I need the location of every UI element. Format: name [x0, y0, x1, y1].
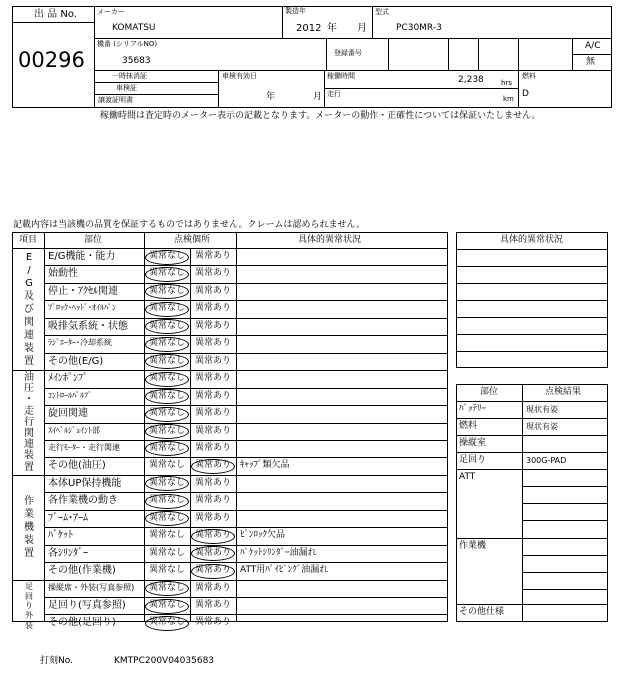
row-part-label: E/G機能・能力	[48, 251, 116, 262]
reg-label: 登録番号	[334, 49, 362, 57]
normal-option[interactable]: 異常なし	[149, 338, 186, 348]
hours-label: 稼働時間	[327, 72, 355, 80]
normal-option[interactable]: 異常なし	[149, 251, 186, 261]
row-part-label: 各ｼﾘﾝﾀﾞｰ	[48, 548, 88, 559]
selected-circle-mark	[145, 441, 189, 456]
group-label-char: G	[25, 278, 33, 289]
result-row-part: 作業機	[459, 541, 487, 551]
km-unit: km	[503, 95, 514, 103]
group-label-char: り	[25, 601, 33, 611]
normal-option[interactable]: 異常なし	[149, 321, 186, 331]
serial-value: 35683	[122, 56, 151, 66]
row-part-label: 旋回関連	[48, 408, 88, 419]
maker-label: メーカー	[97, 8, 125, 16]
col-part: 部位	[84, 235, 103, 245]
group-label-char: 及	[24, 291, 34, 302]
selected-circle-mark	[191, 564, 235, 579]
abnormal-option[interactable]: 異常あり	[195, 426, 232, 436]
row-part-label: 吸排気系統・状態	[48, 321, 128, 332]
group-label	[16, 495, 42, 560]
stamp-value: KMTPC200V04035683	[114, 656, 215, 666]
group-label-char: 走	[24, 405, 34, 417]
selected-circle-mark	[191, 529, 235, 544]
group-label-char: び	[24, 304, 34, 315]
selected-circle-mark	[191, 546, 235, 561]
abnormal-option[interactable]: 異常あり	[195, 530, 232, 540]
abnormal-option[interactable]: 異常あり	[195, 513, 232, 523]
model-value: PC30MR-3	[396, 23, 442, 33]
row-part-label: 本体UP保持機能	[48, 478, 122, 489]
group-label-char: 足	[25, 582, 33, 591]
group-label-char: 業	[24, 509, 34, 520]
result-row-part: 操縦室	[459, 438, 487, 448]
selected-circle-mark	[145, 424, 189, 439]
row-part-label: ﾌﾞﾛｯｸ･ﾍｯﾄﾞ･ｵｲﾙﾊﾟﾝ	[48, 303, 116, 312]
group-label	[16, 372, 42, 473]
selected-circle-mark	[145, 302, 189, 317]
normal-option[interactable]: 異常なし	[149, 268, 186, 278]
abnormal-option[interactable]: 異常あり	[195, 478, 232, 488]
selected-circle-mark	[145, 407, 189, 422]
model-label: 型式	[375, 8, 389, 16]
exhibit-no: 00296	[18, 48, 85, 72]
group-label-char: 置	[24, 356, 34, 367]
year-unit: 年	[327, 23, 337, 34]
abnormal-option[interactable]: 異常あり	[195, 303, 232, 313]
row-part-label: ｽｲﾍﾞﾙｼﾞｮｲﾝﾄ部	[48, 426, 100, 435]
maker-value: KOMATSU	[112, 23, 156, 33]
row-detail: ｷｬｯﾌﾟ類欠品	[240, 460, 290, 470]
group-label-char: 関	[24, 427, 34, 439]
abnormal-option[interactable]: 異常あり	[195, 268, 232, 278]
stamp-label: 打刻No.	[40, 656, 73, 666]
result-row-value: 現状有姿	[526, 422, 558, 431]
group-label-char: 装	[24, 343, 34, 354]
selected-circle-mark	[145, 476, 189, 491]
group-label-char: 置	[24, 461, 34, 473]
selected-circle-mark	[145, 494, 189, 509]
normal-option[interactable]: 異常なし	[149, 617, 186, 627]
row-part-label: ﾊﾞｹｯﾄ	[48, 530, 73, 541]
row-part-label: 足回り(写真参照)	[48, 600, 126, 611]
year-label: 製造年	[285, 7, 306, 15]
col-check: 点検個所	[174, 235, 211, 245]
selected-circle-mark	[145, 267, 189, 282]
group-label-char: 行	[24, 416, 34, 428]
normal-option[interactable]: 異常なし	[149, 565, 186, 575]
abnormal-option[interactable]: 異常あり	[195, 373, 232, 383]
inspect-month: 月	[313, 92, 323, 102]
normal-option[interactable]: 異常なし	[149, 391, 186, 401]
group-label-char: 装	[24, 450, 34, 462]
normal-option[interactable]: 異常なし	[149, 478, 186, 488]
group-label	[16, 582, 42, 630]
year-value: 2012	[296, 23, 322, 34]
month-unit: 月	[357, 23, 367, 34]
group-label-char: 連	[24, 439, 34, 451]
right-detail-header: 具体的異常状況	[500, 235, 564, 245]
selected-circle-mark	[145, 389, 189, 404]
normal-option[interactable]: 異常なし	[149, 408, 186, 418]
abnormal-option[interactable]: 異常あり	[195, 338, 232, 348]
col-detail: 具体的異常状況	[298, 235, 362, 245]
group-label-char: 関	[24, 317, 34, 328]
selected-circle-mark	[145, 511, 189, 526]
inspect-year: 年	[266, 92, 276, 102]
normal-option[interactable]: 異常なし	[149, 303, 186, 313]
normal-option[interactable]: 異常なし	[149, 356, 186, 366]
hours-note: 稼働時間は査定時のメーター表示の記載となります。メーターの動作・正確性については保証いたしません。	[100, 111, 541, 121]
fuel-value: D	[522, 89, 529, 99]
abnormal-option[interactable]: 異常あり	[195, 408, 232, 418]
group-label-char: 回	[25, 591, 33, 601]
fuel-label: 燃料	[522, 72, 536, 80]
abnormal-option[interactable]: 異常あり	[195, 321, 232, 331]
selected-circle-mark	[145, 599, 189, 614]
inspect-label: 車検有効日	[222, 72, 257, 80]
normal-option[interactable]: 異常なし	[149, 600, 186, 610]
selected-circle-mark	[145, 581, 189, 596]
result-row-part: 足回り	[459, 455, 487, 465]
cert-2: 車検証	[116, 84, 137, 92]
abnormal-option[interactable]: 異常あり	[195, 548, 232, 558]
result-row-part: ﾊﾞｯﾃﾘｰ	[459, 404, 487, 414]
row-part-label: 始動性	[48, 268, 78, 279]
normal-option[interactable]: 異常なし	[149, 495, 186, 505]
result-row-value: 300G-PAD	[526, 456, 567, 465]
abnormal-option[interactable]: 異常あり	[195, 391, 232, 401]
row-part-label: 停止・ｱｸｾﾙ関連	[48, 286, 118, 297]
group-label-char: 作	[24, 496, 34, 507]
ac-label: A/C	[585, 41, 601, 51]
abnormal-option[interactable]: 異常あり	[195, 460, 232, 470]
cert-1: 一時抹消証	[112, 72, 147, 80]
row-detail: ATT用ﾊﾟｲﾋﾟﾝｸﾞ油漏れ	[240, 565, 329, 575]
row-part-label: ｺﾝﾄﾛｰﾙﾊﾞﾙﾌﾞ	[48, 391, 92, 400]
result-row-part: 燃料	[459, 421, 478, 431]
normal-option[interactable]: 異常なし	[149, 530, 186, 540]
cert-3: 譲渡証明書	[98, 96, 133, 104]
result-row-value: 現状有姿	[526, 405, 558, 414]
group-label-char: 装	[24, 535, 34, 546]
group-label-char: 油	[24, 372, 34, 383]
normal-option[interactable]: 異常なし	[149, 443, 186, 453]
group-label-char: 圧	[24, 383, 34, 395]
normal-option[interactable]: 異常なし	[149, 513, 186, 523]
serial-label: 機番 (シリアルNO)	[97, 40, 158, 48]
group-label	[16, 251, 42, 368]
result-row-part: その他仕様	[459, 607, 505, 617]
abnormal-option[interactable]: 異常あり	[195, 286, 232, 296]
normal-option[interactable]: 異常なし	[149, 583, 186, 593]
normal-option[interactable]: 異常なし	[149, 460, 186, 470]
group-label-char: ・	[24, 394, 34, 406]
row-detail: ﾊﾞｹｯﾄｼﾘﾝﾀﾞｰ油漏れ	[240, 548, 317, 558]
row-part-label: ﾒｲﾝﾎﾟﾝﾌﾟ	[48, 373, 88, 384]
row-part-label: 各作業機の動き	[48, 495, 118, 506]
group-label-char: 置	[24, 548, 34, 559]
row-part-label: ﾗｼﾞｴｰﾀｰ･冷却系統	[48, 338, 112, 347]
group-label-char: 連	[24, 330, 34, 341]
disclaimer: 記載内容は当該機の品質を保証するものではありません。クレームは認められません。	[13, 220, 366, 230]
result-row-part: ATT	[459, 472, 476, 482]
travel-label: 走行	[327, 90, 341, 98]
abnormal-option[interactable]: 異常あり	[195, 251, 232, 261]
hours-value: 2,238	[458, 75, 484, 85]
selected-circle-mark	[145, 372, 189, 387]
selected-circle-mark	[145, 250, 189, 265]
row-part-label: その他(油圧)	[48, 460, 106, 471]
selected-circle-mark	[145, 337, 189, 352]
abnormal-option[interactable]: 異常あり	[195, 495, 232, 505]
selected-circle-mark	[145, 616, 189, 631]
selected-circle-mark	[145, 354, 189, 369]
normal-option[interactable]: 異常なし	[149, 548, 186, 558]
abnormal-option[interactable]: 異常あり	[195, 356, 232, 366]
row-part-label: ﾌﾞｰﾑ･ｱｰﾑ	[48, 513, 88, 524]
row-part-label: その他(作業機)	[48, 565, 116, 576]
normal-option[interactable]: 異常なし	[149, 426, 186, 436]
abnormal-option[interactable]: 異常あり	[195, 583, 232, 593]
col-item: 項目	[19, 235, 38, 245]
result-col-part: 部位	[480, 387, 499, 397]
selected-circle-mark	[145, 284, 189, 299]
row-detail: ﾋﾟﾝﾛｯｸ欠品	[240, 530, 286, 540]
abnormal-option[interactable]: 異常あり	[195, 617, 232, 627]
abnormal-option[interactable]: 異常あり	[195, 565, 232, 575]
result-col-result: 点検結果	[545, 387, 582, 397]
normal-option[interactable]: 異常なし	[149, 286, 186, 296]
row-part-label: その他(足回り)	[48, 617, 116, 628]
row-part-label: 走行ﾓｰﾀｰ・走行関連	[48, 443, 120, 452]
ac-value: 無	[586, 57, 596, 67]
hours-unit: hrs	[501, 79, 512, 87]
exhibit-no-label: 出 品 No.	[34, 9, 77, 20]
row-part-label: その他(E/G)	[48, 356, 104, 367]
group-label-char: 機	[24, 522, 34, 533]
row-part-label: 操縦席・外装(写真参照)	[48, 583, 135, 592]
group-label-char: E	[25, 252, 33, 263]
selected-circle-mark	[145, 319, 189, 334]
normal-option[interactable]: 異常なし	[149, 373, 186, 383]
group-label-char: 装	[25, 620, 33, 630]
group-label-char: /	[27, 265, 31, 276]
selected-circle-mark	[191, 459, 235, 474]
abnormal-option[interactable]: 異常あり	[195, 600, 232, 610]
abnormal-option[interactable]: 異常あり	[195, 443, 232, 453]
group-label-char: 外	[25, 610, 33, 620]
